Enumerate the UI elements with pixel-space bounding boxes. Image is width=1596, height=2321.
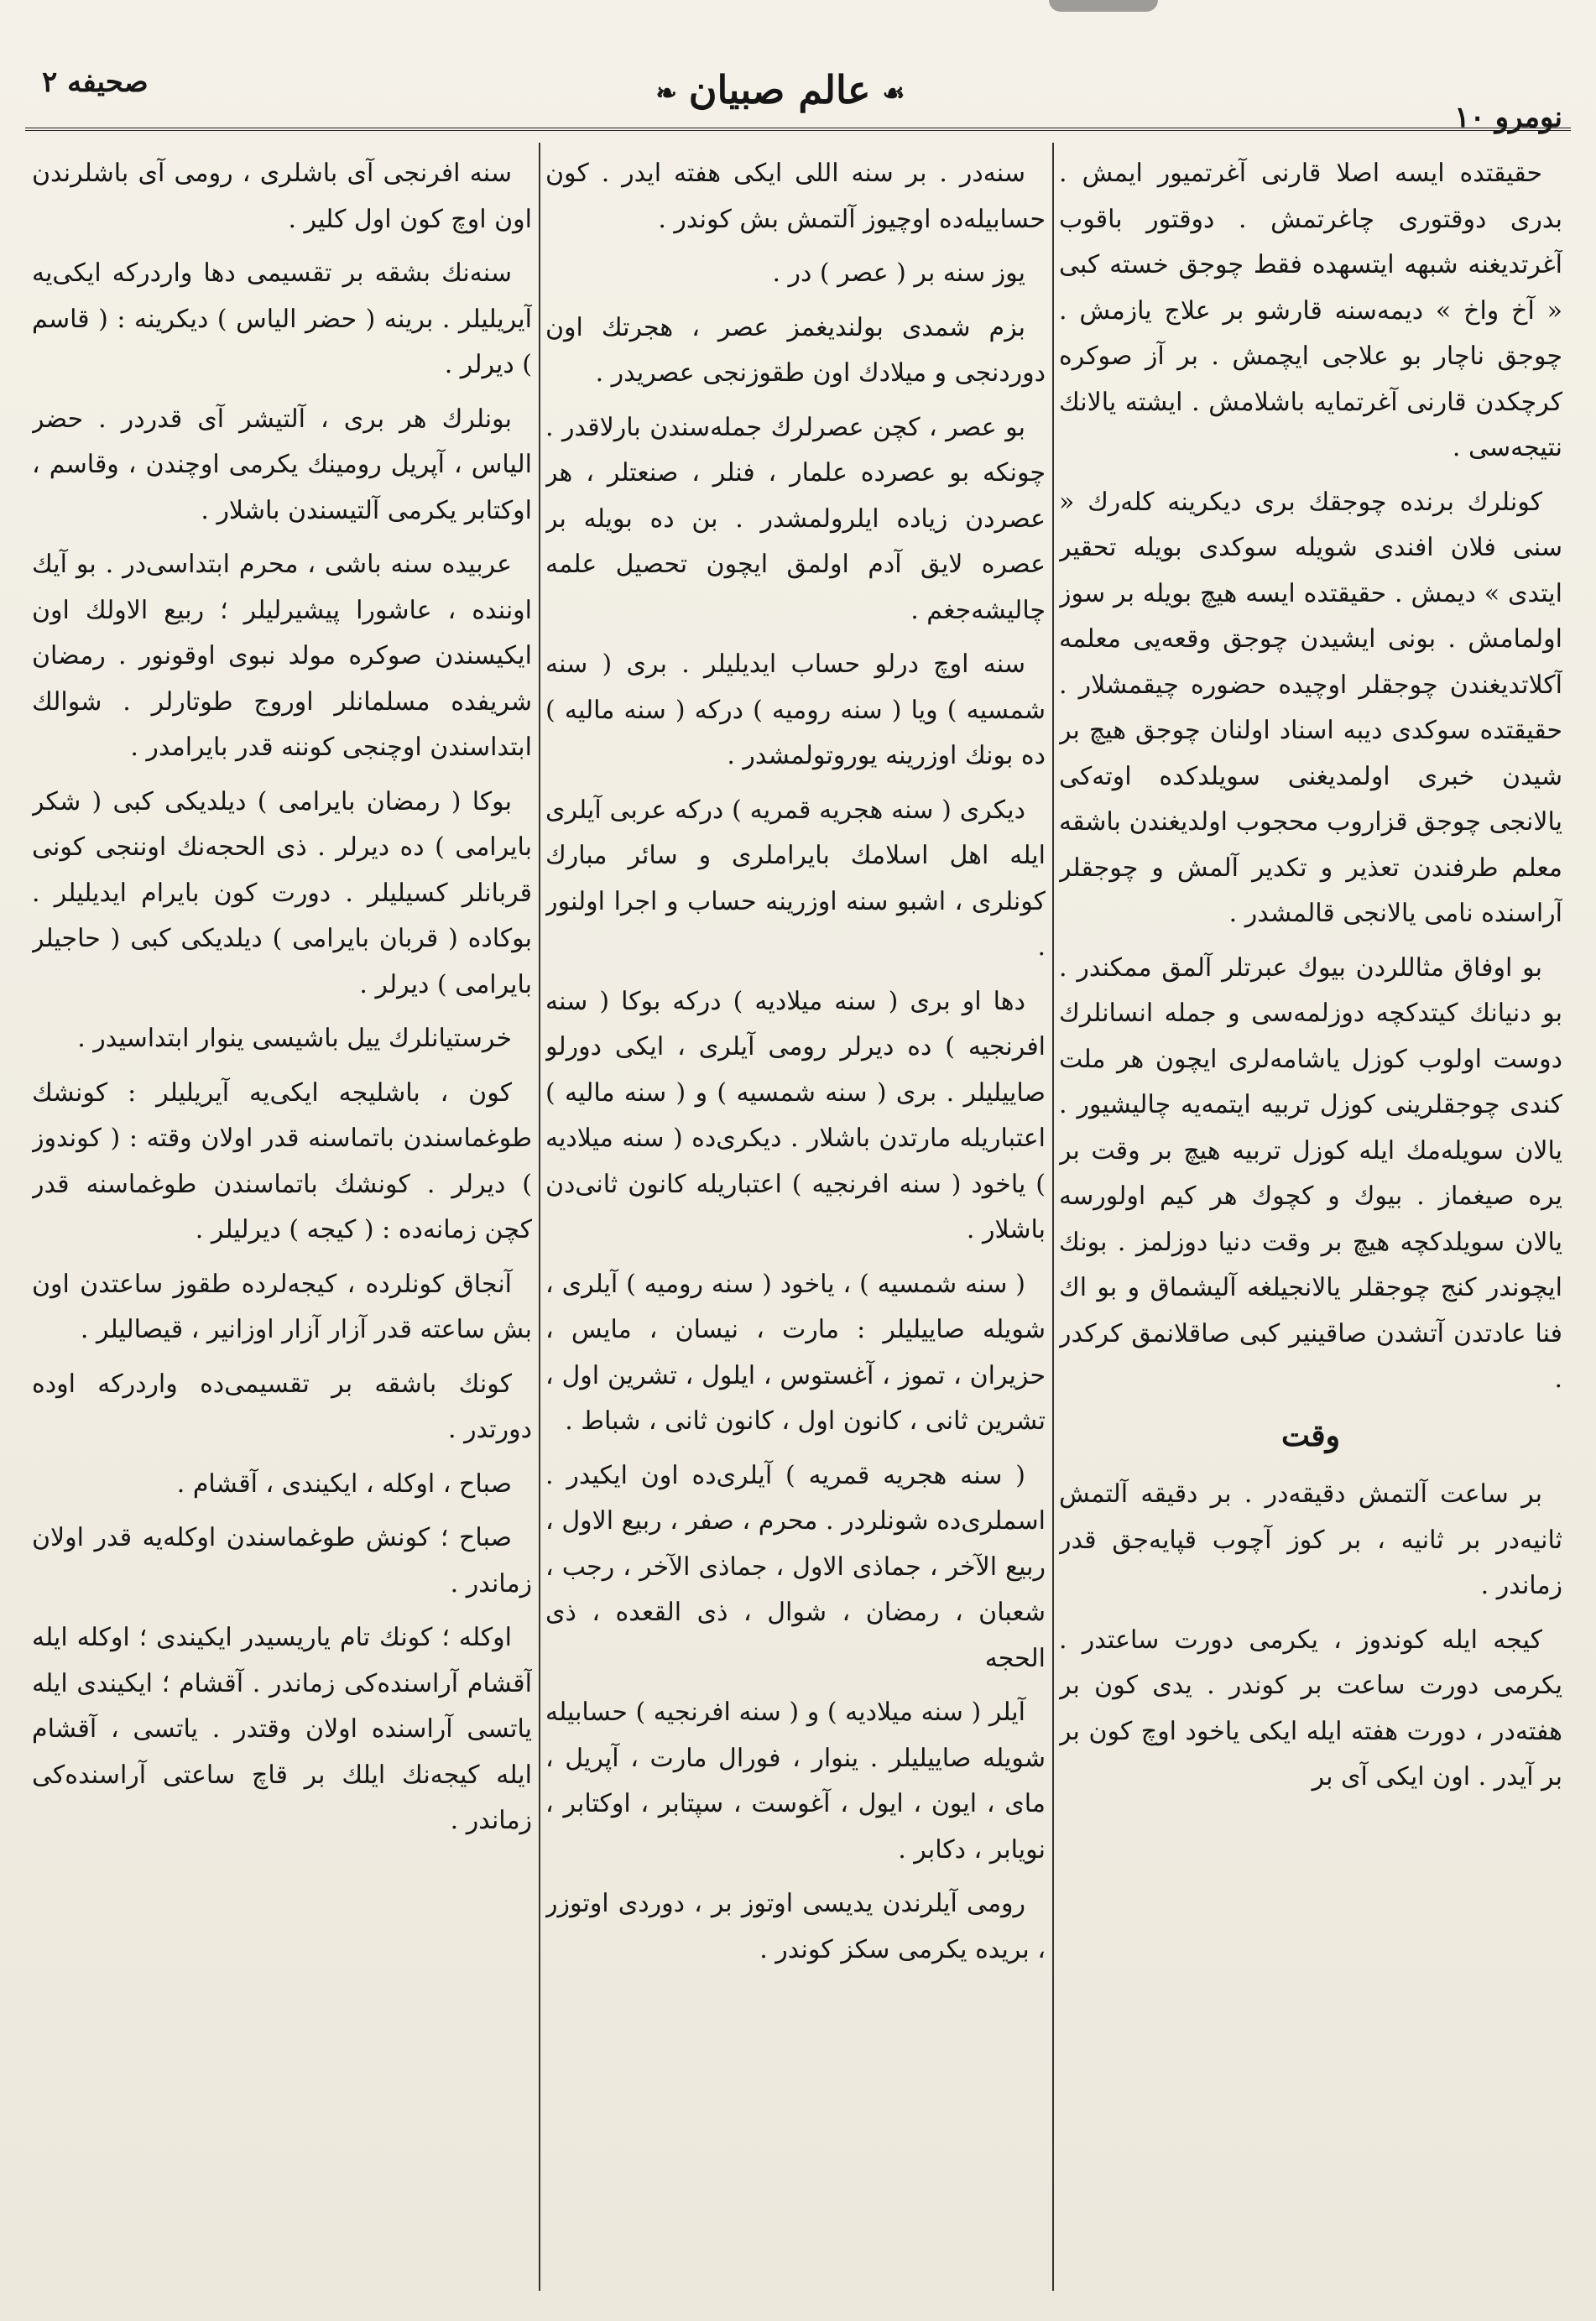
column-left bbox=[32, 151, 532, 2299]
ink-smudge bbox=[1049, 0, 1158, 12]
ornament-icon: ☙ bbox=[882, 78, 905, 108]
paragraph: سنه‌نك بشقه بر تقسيمى دها واردركه ايكى‌يه آيريليلر . برينه ( حضر الياس ) ديكرينه : ( قاسم ) ديرلر . bbox=[32, 258, 532, 379]
paragraph: خرستيانلرك ييل باشيسى ينوار ابتداسيدر . bbox=[77, 1024, 512, 1053]
paragraph: صباح ، اوكله ، ايكيندى ، آقشام . bbox=[176, 1468, 512, 1499]
paragraph: سنه‌در . بر سنه اللى ايكى هفته ايدر . كون حسابيله‌ده اوچيوز آلتمش بش كوندر . bbox=[545, 159, 1046, 234]
masthead bbox=[562, 67, 999, 112]
page-number: صحيفه ٢ bbox=[42, 65, 149, 99]
paragraph: يوز سنه بر ( عصر ) در . bbox=[772, 258, 1025, 288]
paragraph: بونلرك هر برى ، آلتيشر آى قدردر . حضر الياس ، آپريل رومينك يكرمى اوچندن ، وقاسم ، اوكتابر يكرمى آلتيسندن باشلار . bbox=[32, 404, 532, 525]
page-header bbox=[25, 60, 1571, 136]
column-middle bbox=[545, 151, 1046, 2299]
column-divider bbox=[1052, 143, 1054, 2291]
paragraph: سنه اوچ درلو حساب ايديليلر . برى ( سنه شمسيه ) ويا ( سنه روميه ) دركه ( سنه ماليه ) ده بونك اوزرينه يوروتولمشدر . bbox=[545, 649, 1046, 770]
ornament-icon: ❧ bbox=[655, 78, 677, 108]
section-heading: وقت bbox=[1281, 1417, 1340, 1453]
masthead-title: عالم صبيان bbox=[688, 67, 871, 112]
paragraph: صباح ؛ كونش طوغماسندن اوكله‌يه قدر اولان زماندر . bbox=[32, 1523, 532, 1599]
issue-number: نومرو ١٠ bbox=[1454, 101, 1562, 134]
paragraph: دها او برى ( سنه ميلاديه ) دركه بوكا ( سنه افرنجيه ) ده ديرلر رومى آيلرى ، ايكى دورلو صاييليلر . برى ( سنه شمسيه ) و ( سنه ماليه ) اعتباريله مارتدن باشلار . ديكرى‌ده ( سنه ميلاديه ) ياخود ( سنه افرنجيه ) اعتباريله كانون ثانى‌دن باشلار . bbox=[545, 986, 1046, 1244]
paragraph: كونك باشقه بر تقسيمى‌ده واردركه اوده دورتدر . bbox=[32, 1369, 532, 1444]
paragraph: سنه افرنجى آى باشلرى ، رومى آى باشلرندن اون اوچ كون اول كلير . bbox=[32, 159, 532, 234]
paragraph: بو اوفاق مثاللردن بيوك عبرتلر آلمق ممكندر . بو دنيانك كيتدكچه دوزلمه‌سى و جمله انسانلرك دوست اولوب كوزل ياشامه‌لرى ايچون هر ملت كندى چوجقلرينى كوزل تربيه ايتمه‌يه چاليشيور . يالان سويله‌مك ايله كوزل تربيه هيچ بر وقت بر يره صيغماز . بيوك و كچوك هر كيم اولورسه يالان سويلدكچه هيچ بر وقت دنيا دوزلمز . بونك ايچوندر كنج چوجقلر يالانجيلغه آليشماق و بو اك فنا عادتدن آتشدن صاقينير كبى صاقلانمق كركدر . bbox=[1059, 952, 1562, 1394]
paragraph: اوكله ؛ كونك تام ياريسيدر ايكيندى ؛ اوكله ايله آقشام آراسنده‌كى زماندر . آقشام ؛ ايكيندى ايله ياتسى آراسنده اولان وقتدر . ياتسى ، آقشام ايله كيجه‌نك ايلك بر قاچ ساعتى آراسنده‌كى زماندر . bbox=[32, 1623, 532, 1835]
column-divider bbox=[539, 143, 540, 2291]
column-right bbox=[1059, 151, 1562, 2299]
paragraph: ( سنه شمسيه ) ، ياخود ( سنه روميه ) آيلرى ، شويله صاييليلر : مارت ، نيسان ، مايس ، حزيران ، تموز ، آغستوس ، ايلول ، تشرين اول ، تشرين ثانى ، كانون اول ، كانون ثانى ، شباط . bbox=[545, 1269, 1046, 1436]
paragraph: ديكرى ( سنه هجريه قمريه ) دركه عربى آيلرى ايله اهل اسلامك بايراملرى و سائر مبارك كونلرى ، اشبو سنه اوزرينه حساب و اجرا اولنور . bbox=[545, 795, 1046, 962]
paragraph: كونلرك برنده چوجقك برى ديكرينه كله‌رك « سنى فلان افندى شويله سوكدى بويله تحقير ايتدى » ديمش . حقيقتده ايسه هيچ بويله بر سوز اولمامش . بونى ايشيدن چوجق وقعه‌يى معلمه آكلاتديغندن چوجقلر اوچيده حضوره چيقمشلار . حقيقتده سوكدى ديبه اسناد اولنان چوجق هيچ بر شيدن خبرى اولمديغنى سويلدكده اوته‌كى يالانجى چوجق قزاروب محجوب اولديغندن باشقه معلم طرفندن تعذير و تكدير آلمش و چوجقلر آراسنده نامى يالانجى قالمشدر . bbox=[1059, 487, 1562, 928]
paragraph: بوكا ( رمضان بايرامى ) ديلديكى كبى ( شكر بايرامى ) ده ديرلر . ذى الحجه‌نك اوننجى كونى قربانلر كسيليلر . دورت كون بايرام ايديليلر . بوكاده ( قربان بايرامى ) ديلديكى كبى ( حاجيلر بايرامى ) ديرلر . bbox=[32, 786, 532, 999]
paragraph: بزم شمدى بولنديغمز عصر ، هجرتك اون دوردنجى و ميلادك اون طقوزنجى عصريدر . bbox=[545, 312, 1046, 388]
header-rule bbox=[25, 128, 1571, 131]
paragraph: كون ، باشليجه ايكى‌يه آيريليلر : كونشك طوغماسندن باتماسنه قدر اولان وقته : ( كوندوز ) ديرلر . كونشك باتماسندن طوغماسنه قدر كچن زمانه‌ده : ( كيجه ) ديرليلر . bbox=[32, 1077, 532, 1244]
paragraph: عربيده سنه باشى ، محرم ابتداسى‌در . بو آيك اوننده ، عاشورا پيشيرليلر ؛ ربيع الاولك اون ايكيسندن صوكره مولد نبوى اوقونور . رمضان شريفده مسلمانلر اوروج طوتارلر . شوالك ابتداسندن اوچنجى كوننه قدر بايرامدر . bbox=[32, 550, 532, 762]
paragraph: بو عصر ، كچن عصرلرك جمله‌سندن بارلاقدر . چونكه بو عصرده علمار ، فنلر ، صنعتلر ، هر عصردن زياده ايلرولمشدر . بن ده بويله بر عصره لايق آدم اولمق ايچون تحصيل علمه چاليشه‌جغم . bbox=[545, 412, 1046, 625]
paragraph: ( سنه هجريه قمريه ) آيلرى‌ده اون ايكيدر . اسملرى‌ده شونلردر . محرم ، صفر ، ربيع الاول ، ربيع الآخر ، جماذى الاول ، جماذى الآخر ، رجب ، شعبان ، رمضان ، شوال ، ذى القعده ، ذى الحجه bbox=[545, 1460, 1046, 1673]
paragraph: حقيقتده ايسه اصلا قارنى آغرتميور ايمش . بدرى دوقتورى چاغرتمش . دوقتور باقوب آغرتديغنه شبهه ايتسهده فقط چوجق خسته كبى « آخ واخ » ديمه‌سنه قارشو بر علاج يازمش . چوجق ناچار بو علاجى ايچمش . بر آز صوكره كرچكدن قارنى آغرتمايه باشلامش . ايشته يالانك نتيجه‌سى . bbox=[1059, 159, 1562, 462]
paragraph: بر ساعت آلتمش دقيقه‌در . بر دقيقه آلتمش ثانيه‌در بر ثانيه ، بر كوز آچوب قپايه‌جق قدر زماندر . bbox=[1059, 1479, 1562, 1600]
paragraph: كيجه ايله كوندوز ، يكرمى دورت ساعتدر . يكرمى دورت ساعت بر كوندر . يدى كون بر هفته‌در ، دورت هفته ايله ايكى ياخود اوچ كون بر بر آيدر . اون ايكى آى بر bbox=[1059, 1625, 1562, 1792]
paragraph: آيلر ( سنه ميلاديه ) و ( سنه افرنجيه ) حسابيله شويله صاييليلر . ينوار ، فورال مارت ، آپريل ، ماى ، ايون ، ايول ، آغوست ، سپتابر ، اوكتابر ، نويابر ، دكابر . bbox=[545, 1698, 1046, 1865]
paragraph: آنجاق كونلرده ، كيجه‌لرده طقوز ساعتدن اون بش ساعته قدر آزار آزار اوزانير ، قيصاليلر . bbox=[32, 1269, 532, 1344]
paragraph: رومى آيلرندن يديسى اوتوز بر ، دوردى اوتوزر ، بريده يكرمى سكز كوندر . bbox=[545, 1889, 1046, 1964]
